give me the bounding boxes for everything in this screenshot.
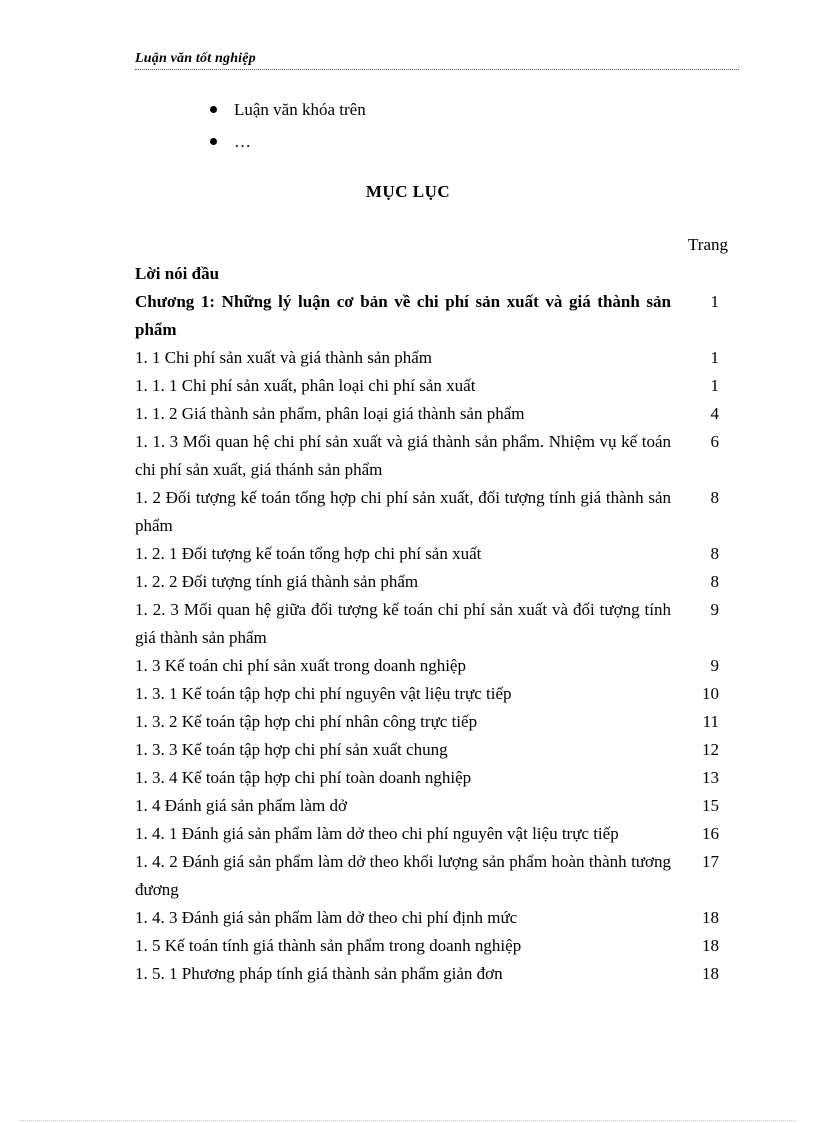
toc-entry[interactable] [135, 960, 739, 988]
table-of-contents [135, 260, 739, 988]
toc-entry-page: 10 [702, 684, 719, 703]
toc-entry-page: 18 [702, 908, 719, 927]
toc-entry[interactable] [135, 596, 739, 652]
toc-entry-page: 8 [710, 488, 719, 507]
toc-entry-page: 1 [710, 292, 719, 311]
toc-entry-text: 1. 1. 2 Giá thành sản phẩm, phân loại giá thành sản phẩm [135, 404, 525, 423]
toc-entry-text: 1. 3. 3 Kế toán tập hợp chi phí sản xuất chung [135, 740, 448, 759]
toc-entry-page: 4 [710, 404, 719, 423]
toc-entry[interactable] [135, 904, 739, 932]
toc-entry-page: 16 [702, 824, 719, 843]
list-item-text: … [234, 132, 251, 151]
list-item [207, 94, 366, 126]
bullet-icon [210, 106, 217, 113]
toc-entry-text: 1. 4. 2 Đánh giá sản phẩm làm dở theo khối lượng sản phẩm hoàn thành tương đương [135, 852, 671, 899]
toc-entry-text: 1. 3. 1 Kế toán tập hợp chi phí nguyên vật liệu trực tiếp [135, 684, 512, 703]
toc-entry[interactable] [135, 764, 739, 792]
toc-entry-text: 1. 3 Kế toán chi phí sản xuất trong doanh nghiệp [135, 656, 466, 675]
toc-entry[interactable] [135, 708, 739, 736]
toc-entry-text: 1. 5 Kế toán tính giá thành sản phẩm trong doanh nghiệp [135, 936, 522, 955]
toc-entry-page: 1 [710, 376, 719, 395]
toc-entry[interactable] [135, 260, 739, 288]
toc-entry-text: 1. 3. 2 Kế toán tập hợp chi phí nhân công trực tiếp [135, 712, 478, 731]
toc-entry-text: 1. 3. 4 Kế toán tập hợp chi phí toàn doanh nghiệp [135, 768, 472, 787]
bullet-icon [210, 138, 217, 145]
bullet-list [207, 94, 366, 158]
toc-entry-page: 9 [710, 600, 719, 619]
toc-entry-page: 6 [710, 432, 719, 451]
toc-entry-page: 18 [702, 936, 719, 955]
header-title: Luận văn tốt nghiệp [135, 51, 256, 66]
toc-entry[interactable] [135, 932, 739, 960]
toc-entry-text: 1. 4 Đánh giá sản phẩm làm dở [135, 796, 348, 815]
toc-entry-page: 13 [702, 768, 719, 787]
toc-entry[interactable] [135, 820, 739, 848]
toc-entry-text: 1. 4. 1 Đánh giá sản phẩm làm dở theo chi phí nguyên vật liệu trực tiếp [135, 824, 619, 843]
toc-page-heading: Trang [688, 235, 728, 254]
page-header [135, 49, 739, 70]
toc-entry-text: 1. 2. 3 Mối quan hệ giữa đối tượng kế toán chi phí sản xuất và đối tượng tính giá thành sản phẩm [135, 600, 671, 647]
toc-entry[interactable] [135, 540, 739, 568]
toc-entry-text: 1. 2 Đối tượng kế toán tổng hợp chi phí sản xuất, đối tượng tính giá thành sản phẩm [135, 488, 671, 535]
toc-entry-page: 8 [710, 544, 719, 563]
toc-entry[interactable] [135, 792, 739, 820]
toc-entry-text: 1. 4. 3 Đánh giá sản phẩm làm dở theo chi phí định mức [135, 908, 518, 927]
toc-entry[interactable] [135, 288, 739, 344]
toc-entry-page: 11 [702, 712, 719, 731]
list-item [207, 126, 366, 158]
footer-divider [20, 1120, 796, 1121]
toc-entry-page: 12 [702, 740, 719, 759]
list-item-text: Luận văn khóa trên [234, 100, 366, 119]
toc-entry-page: 15 [702, 796, 719, 815]
toc-entry-page: 1 [710, 348, 719, 367]
toc-entry[interactable] [135, 400, 739, 428]
toc-entry[interactable] [135, 372, 739, 400]
toc-title: MỤC LỤC [365, 182, 451, 201]
toc-entry[interactable] [135, 568, 739, 596]
toc-entry-text: Chương 1: Những lý luận cơ bản về chi phí sản xuất và giá thành sản phẩm [135, 292, 671, 339]
toc-entry[interactable] [135, 484, 739, 540]
toc-entry-text: 1. 1. 3 Mối quan hệ chi phí sản xuất và giá thành sản phẩm. Nhiệm vụ kế toán chi phí sản xuất, giá thánh sản phẩm [135, 432, 671, 479]
toc-entry-page: 18 [702, 964, 719, 983]
toc-entry[interactable] [135, 736, 739, 764]
toc-entry-page: 8 [710, 572, 719, 591]
toc-entry-text: 1. 5. 1 Phương pháp tính giá thành sản phẩm giản đơn [135, 964, 503, 983]
toc-entry-page [671, 260, 739, 288]
toc-entry[interactable] [135, 652, 739, 680]
toc-entry-text: 1. 1 Chi phí sản xuất và giá thành sản phẩm [135, 348, 432, 367]
toc-entry-text: Lời nói đầu [135, 264, 220, 283]
toc-entry-text: 1. 2. 2 Đối tượng tính giá thành sản phẩm [135, 572, 419, 591]
toc-entry[interactable] [135, 680, 739, 708]
toc-entry[interactable] [135, 344, 739, 372]
toc-entry-page: 17 [702, 852, 719, 871]
toc-entry-text: 1. 1. 1 Chi phí sản xuất, phân loại chi phí sản xuất [135, 376, 476, 395]
toc-entry[interactable] [135, 428, 739, 484]
toc-entry[interactable] [135, 848, 739, 904]
toc-entry-page: 9 [710, 656, 719, 675]
toc-entry-text: 1. 2. 1 Đối tượng kế toán tổng hợp chi phí sản xuất [135, 544, 482, 563]
